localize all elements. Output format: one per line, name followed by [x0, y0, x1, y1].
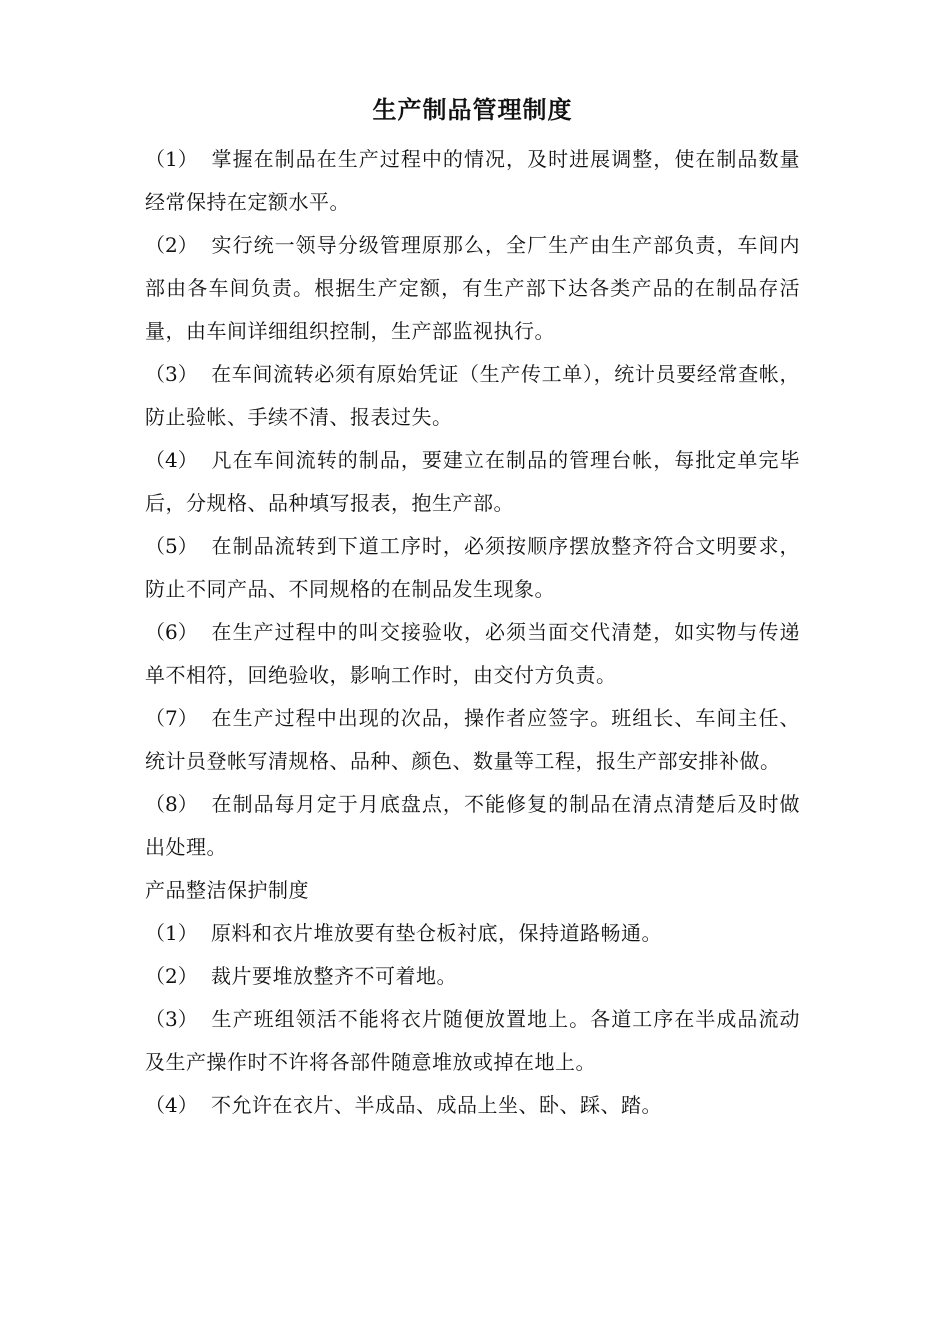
section-2	[145, 912, 800, 1127]
clause-2-1	[145, 912, 800, 955]
clause-1-6	[145, 611, 800, 697]
clause-number: （8）	[145, 792, 198, 816]
clause-1-3	[145, 353, 800, 439]
clause-number: （6）	[145, 620, 198, 644]
clause-text: 裁片要堆放整齐不可着地。	[211, 964, 457, 988]
clause-2-4	[145, 1084, 800, 1127]
clause-2-2	[145, 955, 800, 998]
clause-number: （1）	[145, 921, 198, 945]
clause-1-8	[145, 783, 800, 869]
clause-number: （4）	[145, 1093, 198, 1117]
clause-number: （1）	[145, 147, 198, 171]
section-1	[145, 138, 800, 869]
clause-number: （4）	[145, 448, 198, 472]
clause-1-4	[145, 439, 800, 525]
section-2-heading: 产品整洁保护制度	[145, 878, 309, 902]
document-title: 生产制品管理制度	[372, 95, 573, 124]
clause-number: （3）	[145, 1007, 198, 1031]
clause-text: 在制品流转到下道工序时，必须按顺序摆放整齐符合文明要求，防止不同产品、不同规格的在制品发生现象。	[145, 534, 800, 601]
clause-text: 原料和衣片堆放要有垫仓板衬底，保持道路畅通。	[211, 921, 662, 945]
clause-2-3	[145, 998, 800, 1084]
clause-number: （3）	[145, 362, 198, 386]
clause-text: 实行统一领导分级管理原那么，全厂生产由生产部负责，车间内部由各车间负责。根据生产定额，有生产部下达各类产品的在制品存活量，由车间详细组织控制，生产部监视执行。	[145, 233, 800, 343]
clause-text: 生产班组领活不能将衣片随便放置地上。各道工序在半成品流动及生产操作时不许将各部件随意堆放或掉在地上。	[145, 1007, 800, 1074]
clause-1-2	[145, 224, 800, 353]
clause-text: 不允许在衣片、半成品、成品上坐、卧、踩、踏。	[211, 1093, 662, 1117]
clause-text: 掌握在制品在生产过程中的情况，及时进展调整，使在制品数量经常保持在定额水平。	[145, 147, 800, 214]
clause-1-7	[145, 697, 800, 783]
clause-number: （2）	[145, 964, 198, 988]
clause-text: 在生产过程中的叫交接验收，必须当面交代清楚，如实物与传递单不相符，回绝验收，影响工作时，由交付方负责。	[145, 620, 800, 687]
clause-1-1	[145, 138, 800, 224]
clause-text: 在车间流转必须有原始凭证（生产传工单），统计员要经常查帐，防止验帐、手续不清、报表过失。	[145, 362, 800, 429]
clause-number: （5）	[145, 534, 198, 558]
clause-text: 在生产过程中出现的次品，操作者应签字。班组长、车间主任、统计员登帐写清规格、品种、颜色、数量等工程，报生产部安排补做。	[145, 706, 800, 773]
clause-text: 凡在车间流转的制品，要建立在制品的管理台帐，每批定单完毕后，分规格、品种填写报表，抱生产部。	[145, 448, 800, 515]
clause-text: 在制品每月定于月底盘点，不能修复的制品在清点清楚后及时做出处理。	[145, 792, 800, 859]
clause-1-5	[145, 525, 800, 611]
clause-number: （7）	[145, 706, 198, 730]
clause-number: （2）	[145, 233, 198, 257]
